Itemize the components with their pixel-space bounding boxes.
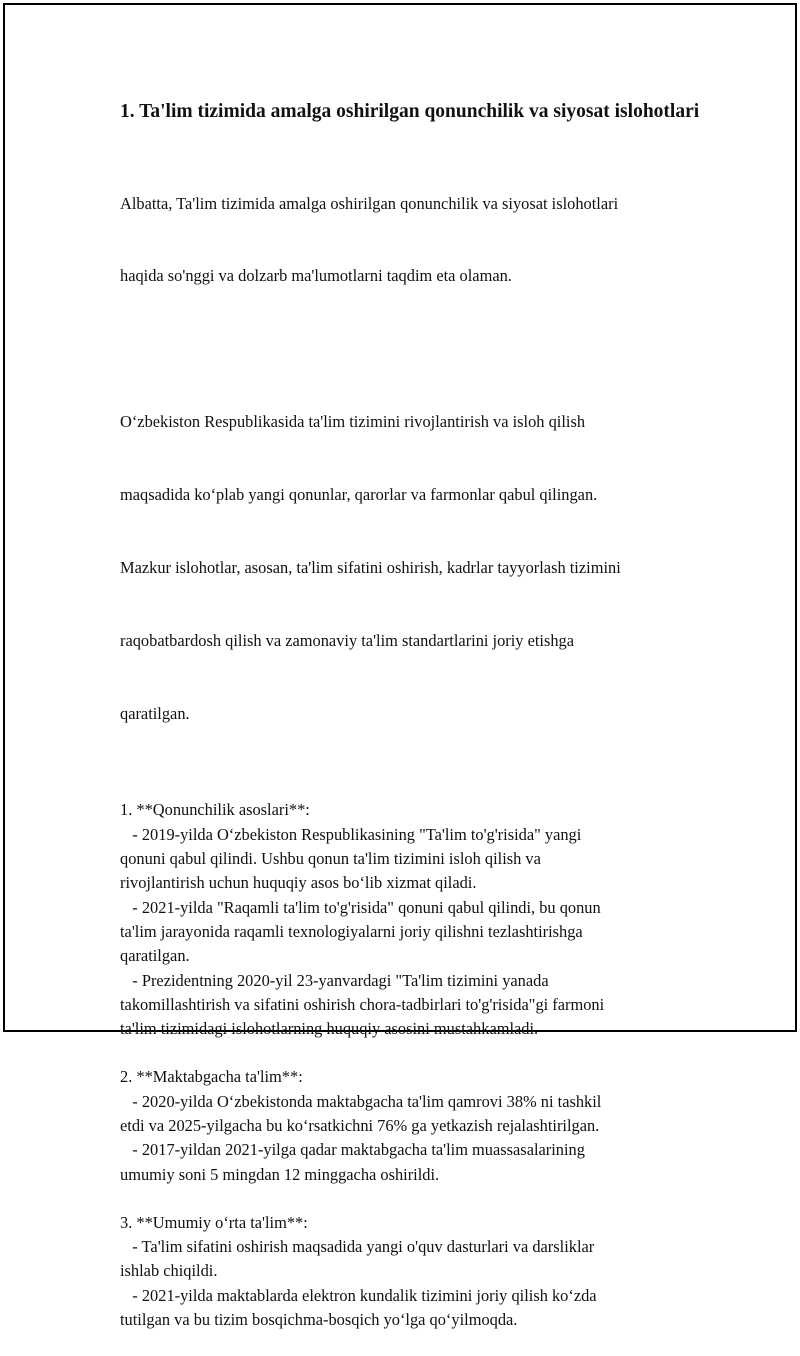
text-line: maqsadida ko‘plab yangi qonunlar, qarorlar va farmonlar qabul qilingan. [120, 484, 598, 504]
list-item-line: ta'lim jarayonida raqamli texnologiyalarni joriy qilishni tezlashtirishga [120, 921, 583, 941]
list-item-line: - 2021-yilda "Raqamli ta'lim to'g'risida" qonuni qabul qilindi, bu qonun [120, 897, 601, 917]
text-line: haqida so'nggi va dolzarb ma'lumotlarni taqdim eta olaman. [120, 266, 512, 286]
text-line: raqobatbardosh qilish va zamonaviy ta'lim standartlarini joriy etishga [120, 630, 575, 650]
section-legislation [120, 798, 700, 1041]
text-line: qaratilgan. [120, 703, 190, 723]
list-item-line: - 2017-yildan 2021-yilga qadar maktabgacha ta'lim muassasalarining [120, 1140, 585, 1160]
list-item-line: qonuni qabul qilindi. Ushbu qonun ta'lim tizimini isloh qilish va [120, 849, 541, 869]
list-item-line: qaratilgan. [120, 946, 190, 966]
text-line: Mazkur islohotlar, asosan, ta'lim sifatini oshirish, kadrlar tayyorlash tizimini [120, 557, 621, 577]
text-line: Albatta, Ta'lim tizimida amalga oshirilgan qonunchilik va siyosat islohotlari [120, 193, 619, 213]
document-page [3, 3, 797, 1330]
list-item-line: rivojlantirish uchun huquqiy asos bo‘lib xizmat qiladi. [120, 873, 477, 893]
list-item-line: umumiy soni 5 mingdan 12 minggacha oshirildi. [120, 1164, 440, 1184]
text-line: O‘zbekiston Respublikasida ta'lim tizimini rivojlantirish va isloh qilish [120, 411, 586, 431]
section-preschool [120, 1065, 700, 1186]
list-item-line: - 2020-yilda O‘zbekistonda maktabgacha ta'lim qamrovi 38% ni tashkil [120, 1091, 602, 1111]
list-item-line: takomillashtirish va sifatini oshirish chora-tadbirlari to'g'risida"gi farmoni [120, 994, 605, 1014]
list-item-line: - 2019-yilda O‘zbekiston Respublikasining "Ta'lim to'g'risida" yangi [120, 824, 582, 844]
section-heading: 2. **Maktabgacha ta'lim**: [120, 1067, 303, 1087]
intro-paragraph [120, 143, 700, 337]
list-item-line: ta'lim tizimidagi islohotlarning huquqiy asosini mustahkamladi. [120, 1019, 539, 1039]
document-body [120, 97, 700, 1356]
section-heading: 3. **Umumiy o‘rta ta'lim**: [120, 1212, 308, 1232]
overview-paragraph [120, 361, 700, 774]
list-item-line: - 2021-yilda maktablarda elektron kundalik tizimini joriy qilish ko‘zda [120, 1285, 597, 1305]
list-item-line: etdi va 2025-yilgacha bu ko‘rsatkichni 76% ga yetkazish rejalashtirilgan. [120, 1115, 600, 1135]
list-item-line: tutilgan va bu tizim bosqichma-bosqich yo‘lga qo‘yilmoqda. [120, 1310, 518, 1330]
document-title: 1. Ta'lim tizimida amalga oshirilgan qonunchilik va siyosat islohotlari [120, 101, 700, 122]
section-general-secondary [120, 1211, 700, 1332]
section-heading: 1. **Qonunchilik asoslari**: [120, 800, 310, 820]
list-item-line: ishlab chiqildi. [120, 1261, 218, 1281]
list-item-line: - Prezidentning 2020-yil 23-yanvardagi "Ta'lim tizimini yanada [120, 970, 549, 990]
list-item-line: - Ta'lim sifatini oshirish maqsadida yangi o'quv dasturlari va darsliklar [120, 1237, 595, 1257]
